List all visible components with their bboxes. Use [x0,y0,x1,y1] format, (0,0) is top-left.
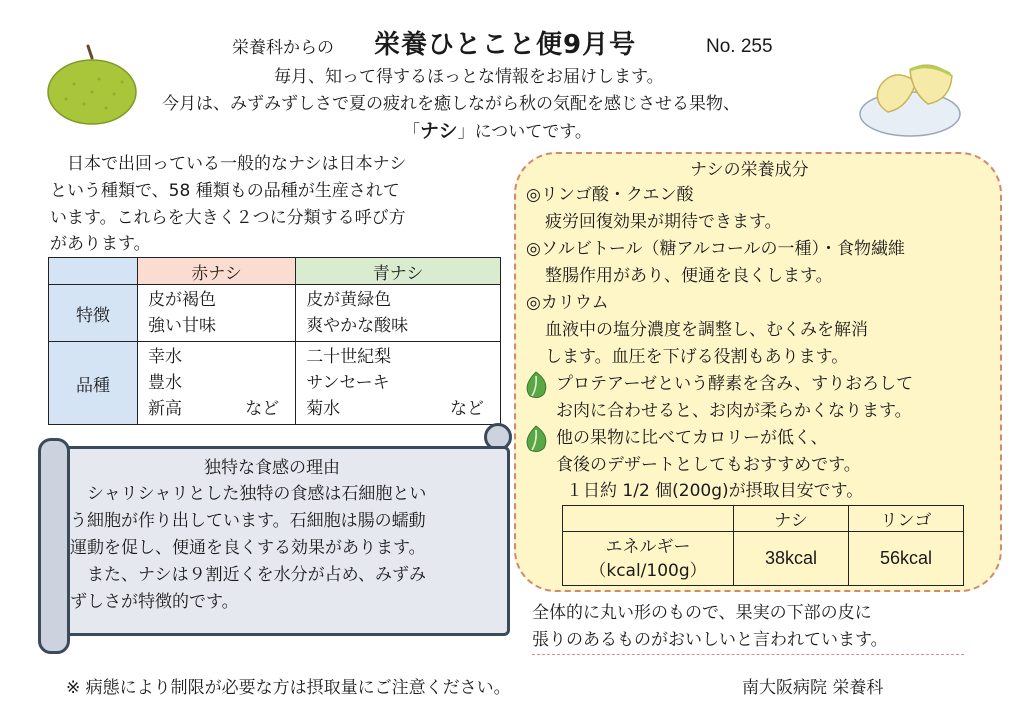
selection-tip-line: 全体的に丸い形のもので、果実の下部の皮に [532,603,872,623]
nutrient-body: します。血圧を下げる役割もあります。 [545,347,849,367]
nutrient-body: 整腸作用があり、便通を良くします。 [545,266,833,286]
nutrient-body: 血液中の塩分濃度を調整し、むくみを解消 [545,320,868,340]
pear-illustration [44,44,144,126]
green-feature: 皮が黄緑色 [306,290,392,310]
leaf-icon [522,370,550,400]
green-variety: 菊水 [306,399,341,419]
nutrition-title: ナシの栄養成分 [690,160,809,180]
texture-line: 運動を促し、便通を良くする効果があります。 [70,538,426,558]
red-feature: 皮が褐色 [148,290,216,310]
green-variety-row [306,396,490,422]
texture-line: ずしさが特徴的です。 [70,592,239,612]
footer-org: 南大阪病院 栄養科 [742,678,884,698]
intro-line: います。これらを大きく２つに分類する呼び方 [50,208,406,228]
pear-energy-value: 38kcal [734,532,849,586]
tip-line: プロテアーゼという酵素を含み、すりおろして [556,374,914,394]
red-features-cell [138,285,296,342]
issue-number: No. 255 [706,36,773,57]
apple-energy-value: 56kcal [849,532,964,586]
red-feature: 強い甘味 [148,316,216,336]
scroll-roll-decoration [38,438,70,654]
red-variety-row [148,396,285,422]
nutrient-heading: ◎ソルビトール（糖アルコールの一種）・食物繊維 [526,239,905,259]
subtitle-line-1: 毎月、知って得するほっとな情報をお届けします。 [274,67,664,87]
subtitle-line-2: 今月は、みずみずしさで夏の疲れを癒しながら秋の気配を感じさせる果物、 [162,94,740,114]
calorie-header-pear: ナシ [734,506,849,532]
texture-line: シャリシャリとした独特の食感は石細胞とい [70,484,427,504]
quote-open: 「 [403,122,420,142]
topic-name: ナシ [420,120,458,142]
tip-line: お肉に合わせると、お肉が柔らかくなります。 [556,401,912,421]
red-varieties-cell [138,342,296,425]
etc-label: など [245,399,280,419]
calorie-table [562,505,964,586]
etc-label: など [450,399,484,419]
header-red-pear: 赤ナシ [138,258,296,285]
footer-note: ※ 病態により制限が必要な方は摂取量にご注意ください。 [66,678,511,698]
nutrient-body: 疲労回復効果が期待できます。 [545,212,782,232]
intro-line: という種類で、58 種類もの品種が生産されて [50,181,400,201]
nutrient-heading: ◎カリウム [526,293,609,313]
nutrient-heading: ◎リンゴ酸・クエン酸 [526,185,694,205]
red-variety: 豊水 [148,373,182,393]
underline-decoration [532,650,964,655]
calorie-corner [563,506,734,532]
tip-line: 他の果物に比べてカロリーが低く、 [556,428,828,448]
quote-close: 」についてです。 [457,122,592,142]
sliced-pear-illustration [858,52,968,142]
newsletter-title: 栄養ひとこと便9月号 [374,30,637,60]
header-green-pear: 青ナシ [296,258,501,285]
green-feature: 爽やかな酸味 [306,316,409,336]
row-label-features: 特徴 [49,285,138,342]
intro-line: 日本で出回っている一般的なナシは日本ナシ [50,154,407,174]
energy-label-line: エネルギー [605,536,691,557]
green-varieties-cell [296,342,501,425]
red-variety: 新高 [148,399,182,419]
green-features-cell [296,285,501,342]
texture-line: う細胞が作り出しています。石細胞は腸の蠕動 [70,511,426,531]
intro-line: があります。 [50,234,151,254]
tip-line: 食後のデザートとしてもおすすめです。 [556,455,861,475]
texture-title: 独特な食感の理由 [204,458,340,478]
leaf-icon [522,424,550,454]
energy-unit-line: （kcal/100g） [589,560,707,581]
green-variety: 二十世紀梨 [306,347,392,367]
table-corner [49,258,138,285]
texture-line: また、ナシは９割近くを水分が占め、みずみ [70,565,426,585]
red-variety: 幸水 [148,347,182,367]
row-label-varieties: 品種 [49,342,138,425]
calorie-header-apple: リンゴ [849,506,964,532]
energy-label [563,532,734,586]
green-variety: サンセーキ [306,373,390,393]
selection-tip-line: 張りのあるものがおいしいと言われています。 [532,630,888,650]
newsletter-prefix: 栄養科からの [232,38,334,58]
pear-type-table [48,257,501,425]
subtitle-line-3 [403,121,592,142]
daily-intake: １日約 1/2 個(200g)が摂取目安です。 [566,481,864,501]
